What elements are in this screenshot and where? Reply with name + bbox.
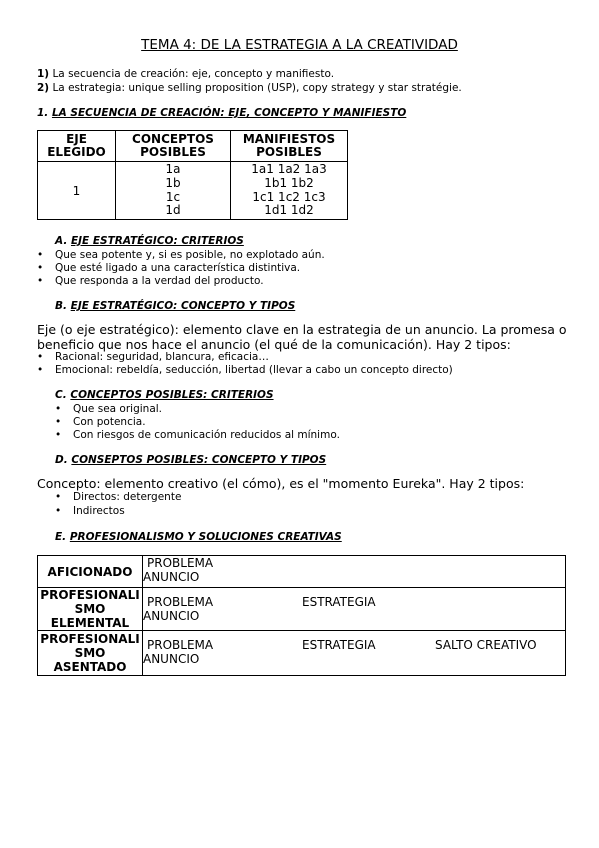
conceptos-cell [116, 162, 231, 220]
section-a-heading: A. EJE ESTRATÉGICO: CRITERIOS [55, 235, 244, 247]
section-title: CONCEPTOS POSIBLES: CRITERIOS [70, 389, 274, 401]
row-content [143, 556, 566, 588]
concepto: 1a [165, 161, 181, 176]
page-title: TEMA 4: DE LA ESTRATEGIA A LA CREATIVIDAD [141, 37, 458, 53]
problema-text: PROBLEMA [147, 556, 214, 570]
section-1-heading [37, 107, 406, 119]
row-label: AFICIONADO [38, 556, 143, 588]
paragraph: Concepto: elemento creativo (el cómo), es el "momento Eureka". Hay 2 tipos: [37, 476, 525, 491]
sequence-table [37, 130, 348, 220]
list-item: • Con potencia. [73, 416, 146, 428]
row-label: PROFESIONALI SMO ELEMENTAL [38, 588, 143, 631]
estrategia-text: ESTRATEGIA [302, 595, 376, 609]
section-title: EJE ESTRATÉGICO: CRITERIOS [70, 235, 244, 247]
professionalism-table [37, 555, 566, 676]
header-conceptos: CONCEPTOS POSIBLES [116, 131, 231, 162]
list-item: • Racional: seguridad, blancura, eficacia… [55, 351, 269, 363]
intro-text: La secuencia de creación: eje, concepto y manifiesto. [52, 68, 335, 80]
anuncio-text: ANUNCIO [143, 570, 200, 584]
list-item: • Que esté ligado a una característica distintiva. [55, 262, 300, 274]
list-item: • Emocional: rebeldía, seducción, libertad (llevar a cabo un concepto directo) [55, 364, 453, 376]
eje-cell: 1 [38, 162, 116, 220]
table-row [38, 556, 566, 588]
section-e-heading: E. PROFESIONALISMO Y SOLUCIONES CREATIVAS [55, 531, 342, 543]
section-title: EJE ESTRATÉGICO: CONCEPTO Y TIPOS [70, 300, 296, 312]
row-label: PROFESIONALI SMO ASENTADO [38, 631, 143, 676]
anuncio-text: ANUNCIO [143, 609, 200, 623]
row-content [143, 631, 566, 676]
concepto: 1d [165, 203, 181, 218]
section-title: CONSEPTOS POSIBLES: CONCEPTO Y TIPOS [71, 454, 327, 466]
manifiestos-cell [231, 162, 348, 220]
section-number: 1. [37, 107, 49, 119]
table-row [38, 631, 566, 676]
problema-text: PROBLEMA [147, 595, 214, 609]
list-item: • Directos: detergente [73, 491, 181, 503]
paragraph: Eje (o eje estratégico): elemento clave en la estrategia de un anuncio. La promesa o [37, 322, 567, 337]
intro-item-2 [37, 82, 462, 94]
section-d-heading: D. CONSEPTOS POSIBLES: CONCEPTO Y TIPOS [55, 454, 327, 466]
intro-text: La estrategia: unique selling proposition (USP), copy strategy y star stratégie. [52, 82, 462, 94]
section-b-heading: B. EJE ESTRATÉGICO: CONCEPTO Y TIPOS [55, 300, 296, 312]
list-item: • Indirectos [73, 505, 125, 517]
anuncio-text: ANUNCIO [143, 652, 200, 666]
section-title: LA SECUENCIA DE CREACIÓN: EJE, CONCEPTO Y MANIFIESTO [51, 107, 407, 119]
list-item: • Que sea potente y, si es posible, no explotado aún. [55, 249, 325, 261]
list-item: • Que sea original. [73, 403, 162, 415]
section-c-heading: C. CONCEPTOS POSIBLES: CRITERIOS [55, 389, 274, 401]
manifiesto: 1c1 1c2 1c3 [252, 189, 326, 204]
manifiesto: 1a1 1a2 1a3 [251, 161, 327, 176]
section-title: PROFESIONALISMO Y SOLUCIONES CREATIVAS [69, 531, 342, 543]
intro-item-1 [37, 68, 334, 80]
intro-num: 2) [37, 82, 50, 94]
salto-creativo-text: SALTO CREATIVO [435, 638, 537, 652]
concepto: 1c [165, 189, 181, 204]
header-eje: EJE ELEGIDO [38, 131, 116, 162]
estrategia-text: ESTRATEGIA [302, 638, 376, 652]
problema-text: PROBLEMA [147, 638, 214, 652]
table-row [38, 588, 566, 631]
concepto: 1b [165, 175, 181, 190]
intro-num: 1) [37, 68, 50, 80]
row-content [143, 588, 566, 631]
list-item: • Con riesgos de comunicación reducidos al mínimo. [73, 429, 340, 441]
manifiesto: 1d1 1d2 [264, 203, 314, 218]
paragraph: beneficio que nos hace el anuncio (el qué de la comunicación). Hay 2 tipos: [37, 337, 511, 352]
header-manifiestos: MANIFIESTOS POSIBLES [231, 131, 348, 162]
list-item: • Que responda a la verdad del producto. [55, 275, 264, 287]
manifiesto: 1b1 1b2 [264, 175, 314, 190]
